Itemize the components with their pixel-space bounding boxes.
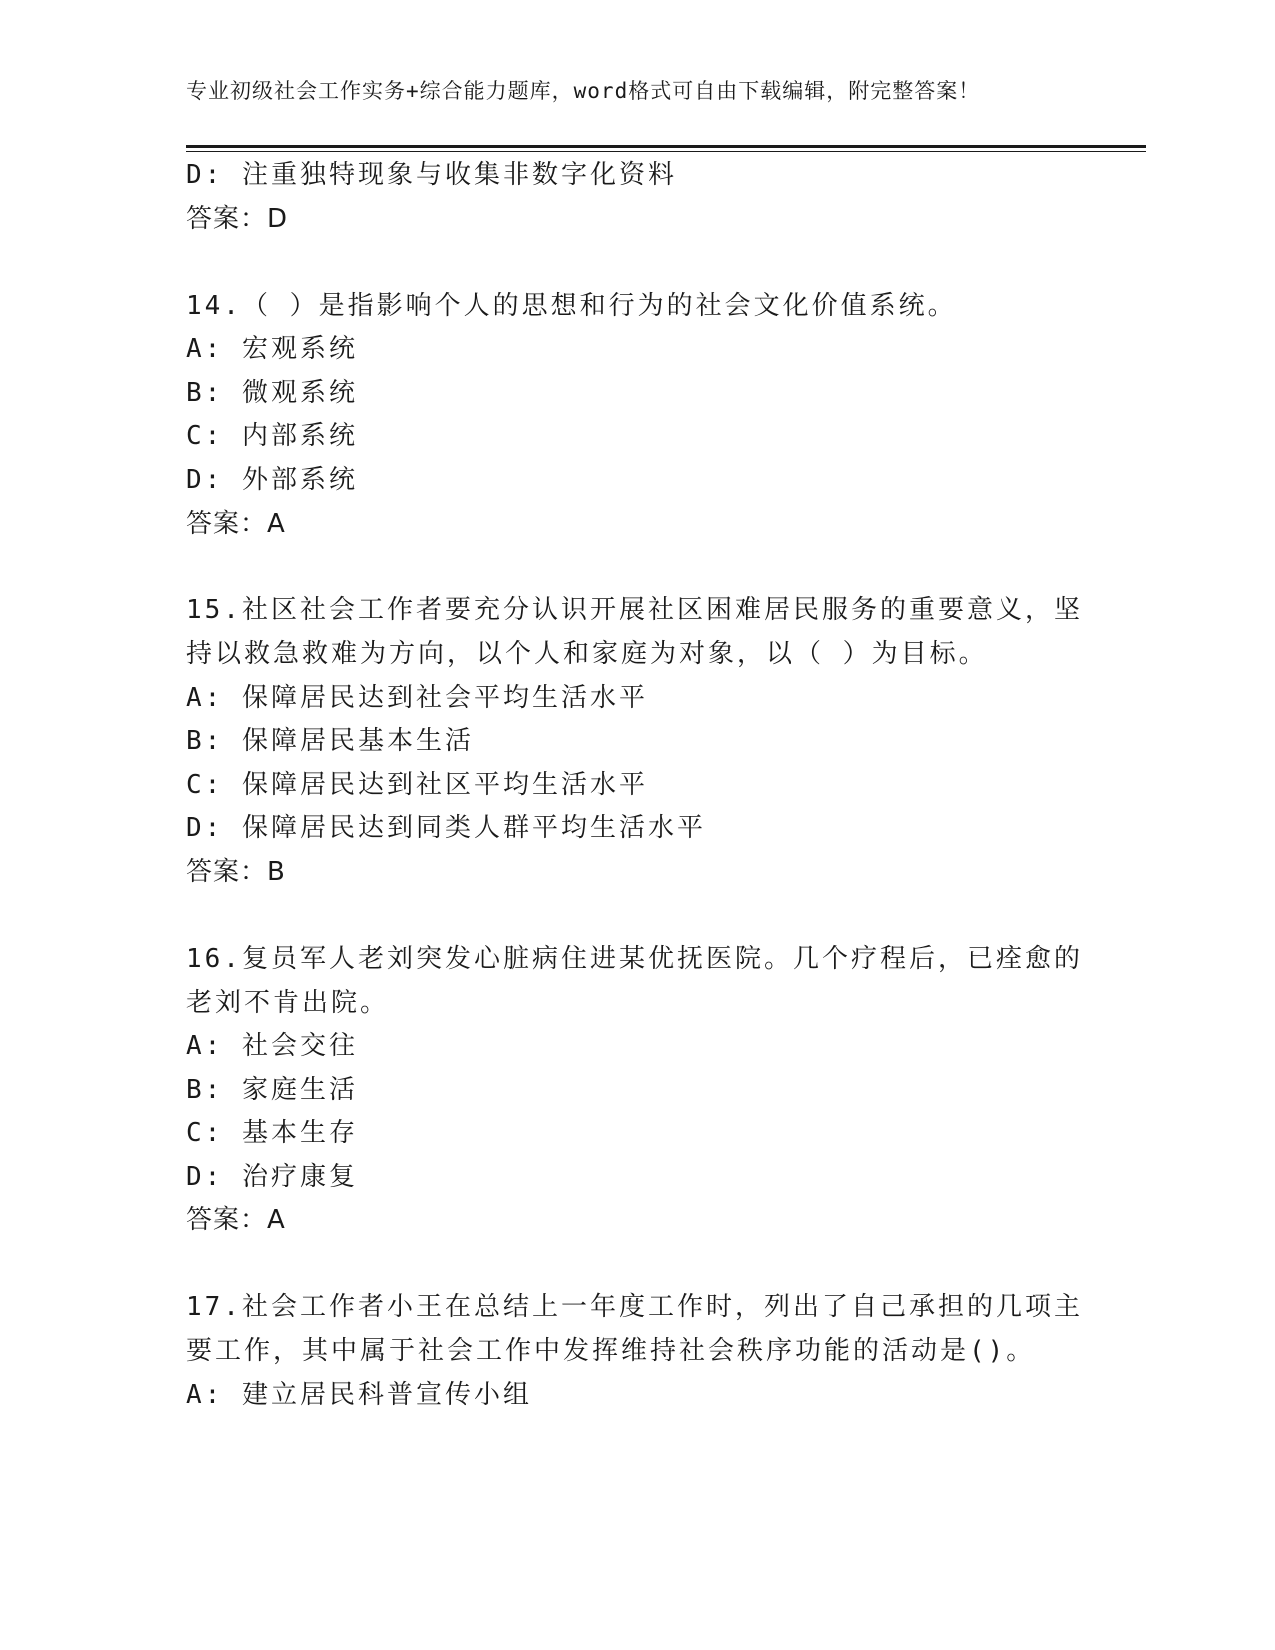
option-d: D: 保障居民达到同类人群平均生活水平 xyxy=(186,813,706,843)
option-b: B: 微观系统 xyxy=(186,378,358,408)
question-stem-line-1: 17.社会工作者小王在总结上一年度工作时，列出了自己承担的几项主 xyxy=(186,1292,1083,1322)
option-d: D: 注重独特现象与收集非数字化资料 xyxy=(186,160,677,190)
answer-line: 答案：B xyxy=(186,857,286,887)
option-a: A: 社会交往 xyxy=(186,1031,358,1061)
answer-line: 答案：D xyxy=(186,204,289,234)
option-d: D: 外部系统 xyxy=(186,465,358,495)
question-stem-line-1: 15.社区社会工作者要充分认识开展社区困难居民服务的重要意义，坚 xyxy=(186,595,1083,625)
option-b: B: 家庭生活 xyxy=(186,1075,358,1105)
header-divider-thin xyxy=(186,151,1146,152)
option-d: D: 治疗康复 xyxy=(186,1162,358,1192)
header-divider-thick xyxy=(186,145,1146,148)
header-title: 专业初级社会工作实务+综合能力题库，word格式可自由下载编辑，附完整答案！ xyxy=(186,79,981,103)
option-a: A: 宏观系统 xyxy=(186,334,358,364)
answer-line: 答案：A xyxy=(186,1205,286,1235)
question-stem-line-1: 16.复员军人老刘突发心脏病住进某优抚医院。几个疗程后，已痊愈的 xyxy=(186,944,1083,974)
question-stem-line-2: 持以救急救难为方向，以个人和家庭为对象，以（ ）为目标。 xyxy=(186,639,988,669)
question-stem-line-2: 老刘不肯出院。 xyxy=(186,988,390,1018)
question-stem-line-2: 要工作，其中属于社会工作中发挥维持社会秩序功能的活动是()。 xyxy=(186,1336,1036,1366)
option-a: A: 建立居民科普宣传小组 xyxy=(186,1380,532,1410)
option-a: A: 保障居民达到社会平均生活水平 xyxy=(186,683,648,713)
option-c: C: 保障居民达到社区平均生活水平 xyxy=(186,770,648,800)
option-c: C: 内部系统 xyxy=(186,421,358,451)
option-b: B: 保障居民基本生活 xyxy=(186,726,474,756)
answer-line: 答案：A xyxy=(186,509,286,539)
question-stem: 14.（ ）是指影响个人的思想和行为的社会文化价值系统。 xyxy=(186,291,957,321)
option-c: C: 基本生存 xyxy=(186,1118,358,1148)
